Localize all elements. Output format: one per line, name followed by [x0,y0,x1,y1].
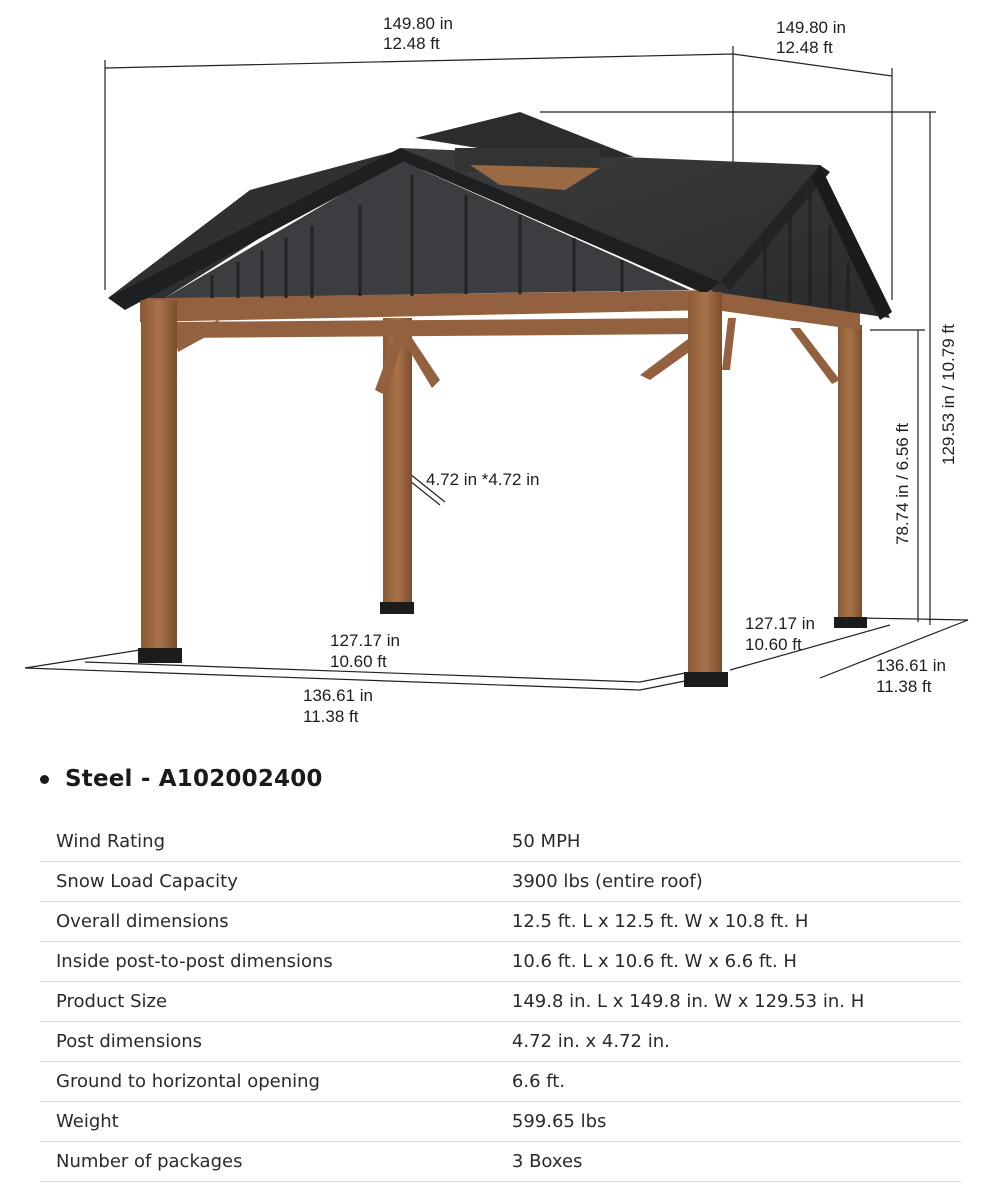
spec-value: 3 Boxes [496,1142,961,1182]
outer-side-in: 136.61 in [876,656,946,675]
spec-value: 6.6 ft. [496,1062,961,1102]
opening-height-label: 78.74 in / 6.56 ft [893,423,912,545]
top-width-left-ft: 12.48 ft [383,34,440,53]
wood-beams [140,290,860,395]
front-left-post [141,300,177,654]
back-right-post [838,325,862,623]
front-right-post [688,292,722,676]
spec-value: 50 MPH [496,822,961,862]
heading-text: Steel - A102002400 [65,766,323,792]
spec-label: Product Size [40,982,496,1022]
spec-value: 10.6 ft. L x 10.6 ft. W x 6.6 ft. H [496,942,961,982]
spec-label: Ground to horizontal opening [40,1062,496,1102]
spec-label: Inside post-to-post dimensions [40,942,496,982]
table-row [40,822,961,862]
table-row [40,942,961,982]
inner-side-ft: 10.60 ft [745,635,802,654]
roof [108,112,892,320]
inner-front-in: 127.17 in [330,631,400,650]
specifications-table [40,822,961,1182]
table-row [40,902,961,942]
top-width-left-in: 149.80 in [383,14,453,33]
back-right-post-base [834,617,867,628]
spec-value: 149.8 in. L x 149.8 in. W x 129.53 in. H [496,982,961,1022]
table-row [40,1142,961,1182]
inner-side-in: 127.17 in [745,614,815,633]
table-row [40,982,961,1022]
spec-value: 3900 lbs (entire roof) [496,862,961,902]
outer-front-in: 136.61 in [303,686,373,705]
post-size-label: 4.72 in *4.72 in [426,470,540,489]
table-row [40,862,961,902]
back-left-post-base [380,602,414,614]
spec-label: Weight [40,1102,496,1142]
front-left-post-base [138,648,182,663]
spec-label: Snow Load Capacity [40,862,496,902]
spec-value: 12.5 ft. L x 12.5 ft. W x 10.8 ft. H [496,902,961,942]
spec-label: Wind Rating [40,822,496,862]
spec-value: 599.65 lbs [496,1102,961,1142]
table-row [40,1102,961,1142]
front-right-post-base [684,672,728,687]
top-width-right-in: 149.80 in [776,18,846,37]
overall-height-label: 129.53 in / 10.79 ft [939,324,958,465]
spec-label: Number of packages [40,1142,496,1182]
spec-label: Post dimensions [40,1022,496,1062]
spec-value: 4.72 in. x 4.72 in. [496,1022,961,1062]
spec-label: Overall dimensions [40,902,496,942]
top-width-right-ft: 12.48 ft [776,38,833,57]
outer-side-ft: 11.38 ft [876,677,932,696]
bullet-icon [40,775,49,784]
table-row [40,1022,961,1062]
product-variant-heading [40,766,323,792]
table-row [40,1062,961,1102]
outer-front-ft: 11.38 ft [303,707,359,726]
inner-front-ft: 10.60 ft [330,652,387,671]
